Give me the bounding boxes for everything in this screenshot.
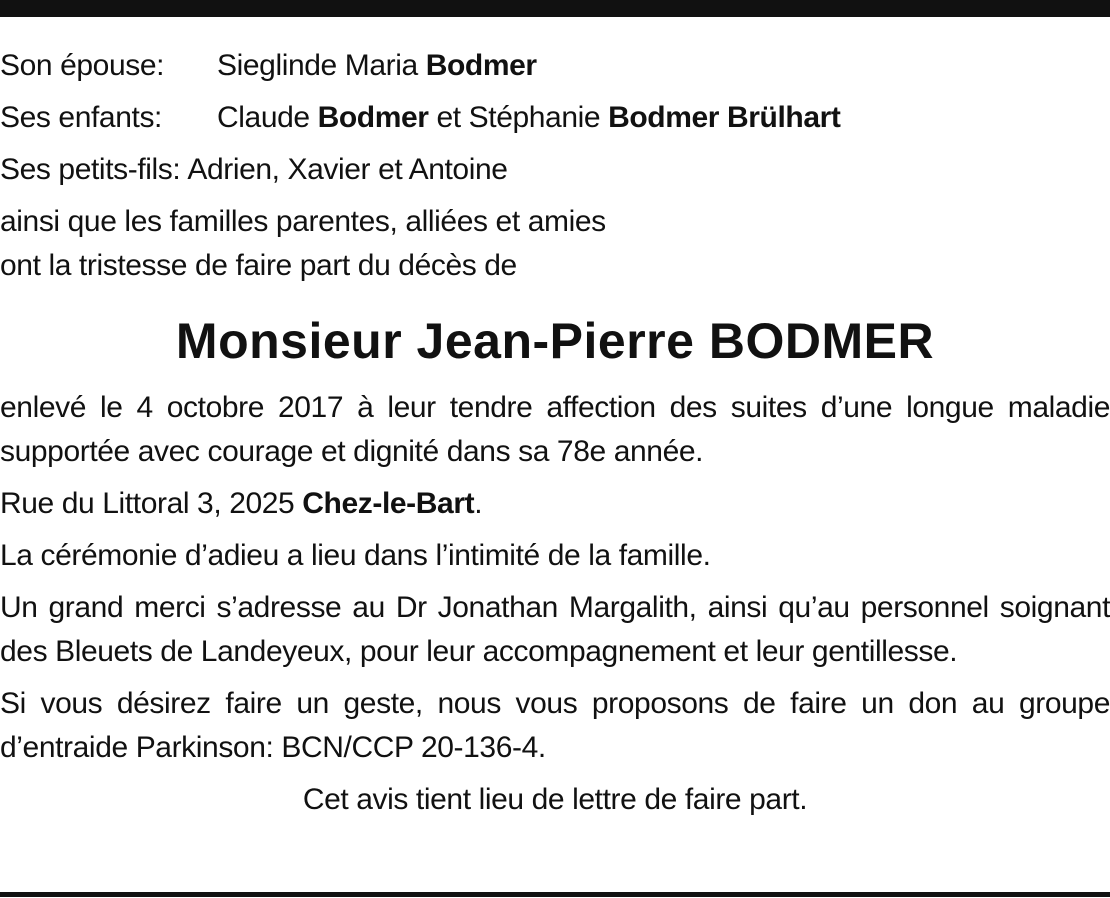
spouse-label: Son épouse: [0, 49, 165, 82]
ceremony-text: La cérémonie d’adieu a lieu dans l’intimité de la famille. [0, 539, 711, 572]
thanks-text: Un grand merci s’adresse au Dr Jonathan Margalith, ainsi qu’au personnel soignant des Bleuets de Landeyeux, pour leur accompagnement et leur gentillesse. [0, 591, 1110, 668]
intro-line-2: ont la tristesse de faire part du décès de [0, 249, 517, 282]
donation-text: Si vous désirez faire un geste, nous vous proposons de faire un don au groupe d’entraide Parkinson: BCN/CCP 20-136-4. [0, 687, 1110, 764]
deceased-name: Monsieur Jean-Pierre BODMER [175, 313, 935, 369]
spouse-line [0, 40, 1110, 92]
children-names [217, 92, 840, 144]
children-line [0, 92, 1110, 144]
spouse-name [217, 40, 537, 92]
closing-text: Cet avis tient lieu de lettre de faire part. [302, 783, 808, 816]
bottom-rule [0, 892, 1110, 897]
intro-text [0, 200, 1110, 288]
intro-line-1: ainsi que les familles parentes, alliées et amies [0, 205, 606, 238]
spouse-surname: Bodmer [425, 49, 537, 82]
child2-first-name: et Stéphanie [436, 101, 601, 134]
address-line [0, 482, 1110, 526]
death-notice: enlevé le 4 octobre 2017 à leur tendre affection des suites d’une longue maladie supportée avec courage et dignité dans sa 78e année. [0, 391, 1110, 468]
child2-surname: Bodmer Brülhart [608, 101, 841, 134]
top-rule [0, 0, 1110, 17]
child1-first-name: Claude [217, 101, 310, 134]
address-city: Chez-le-Bart [302, 487, 475, 520]
notice-body [0, 40, 1110, 822]
grandsons-label: Ses petits-fils: [0, 153, 181, 186]
grandsons-names: Adrien, Xavier et Antoine [187, 153, 508, 186]
child1-surname: Bodmer [317, 101, 429, 134]
address-street: Rue du Littoral 3, 2025 [0, 487, 295, 520]
children-label: Ses enfants: [0, 101, 162, 134]
spouse-first-names: Sieglinde Maria [217, 49, 418, 82]
grandsons-line [0, 144, 1110, 196]
address-period: . [474, 487, 483, 520]
